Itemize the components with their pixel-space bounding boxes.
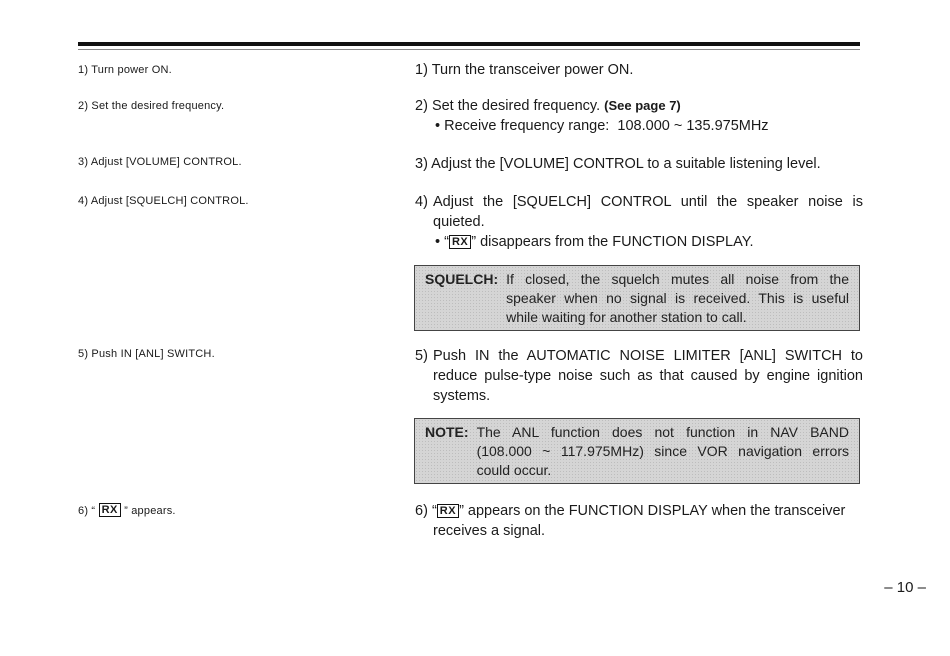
step-3	[415, 154, 863, 174]
left-step-1: 1) Turn power ON.	[78, 64, 172, 76]
anl-note-line-2: (108.000 ~ 117.975MHz) since VOR navigation errors	[476, 443, 849, 459]
step-2-number: 2)	[415, 98, 428, 114]
squelch-note-box	[414, 265, 860, 331]
squelch-note-line-3: while waiting for another station to call.	[506, 309, 747, 325]
step-2-text: Set the desired frequency.	[431, 98, 601, 114]
step-6-line-2: receives a signal.	[433, 523, 546, 539]
step-4-number: 4)	[415, 194, 428, 210]
step-6-number: 6)	[415, 503, 428, 519]
anl-note-box	[414, 418, 860, 484]
rx-indicator-icon: RX	[99, 503, 121, 517]
step-6-pre: “	[431, 503, 437, 519]
squelch-note-line-2: speaker when no signal is received. This is useful	[506, 290, 849, 306]
header-rule-thick	[78, 42, 860, 46]
step-4-line-1: Adjust the [SQUELCH] CONTROL until the speaker noise is	[433, 194, 863, 210]
anl-note-label: NOTE:	[425, 424, 469, 440]
page-number: – 10 –	[884, 579, 926, 596]
anl-note-line-3: could occur.	[476, 462, 552, 478]
step-4-bullet-post: ” disappears from the FUNCTION DISPLAY.	[471, 234, 754, 250]
left-step-6	[78, 503, 176, 517]
step-4-line-2: quieted.	[433, 214, 485, 230]
left-step-3: 3) Adjust [VOLUME] CONTROL.	[78, 156, 242, 168]
frequency-range-label: • Receive frequency range:	[435, 118, 610, 134]
step-2	[415, 96, 863, 136]
step-5-line-1: Push IN the AUTOMATIC NOISE LIMITER [ANL] SWITCH to	[433, 348, 863, 364]
step-1-number: 1)	[415, 62, 428, 78]
header-rule-thin	[78, 49, 860, 50]
rx-indicator-icon: RX	[437, 504, 459, 518]
anl-note-line-1: The ANL function does not function in NAV BAND	[476, 424, 849, 440]
step-4	[415, 192, 863, 252]
squelch-note-line-1: If closed, the squelch mutes all noise from the	[506, 271, 849, 287]
step-6-post: ” appears on the FUNCTION DISPLAY when the transceiver	[459, 503, 846, 519]
step-3-text: Adjust the [VOLUME] CONTROL to a suitable listening level.	[431, 156, 821, 172]
squelch-note-label: SQUELCH:	[425, 271, 499, 287]
step-5-line-3: systems.	[433, 388, 491, 404]
step-1	[415, 60, 863, 80]
left-step-6-pre: 6) “	[78, 505, 96, 517]
step-1-text: Turn the transceiver power ON.	[431, 62, 634, 78]
page-reference: (See page 7)	[604, 98, 681, 113]
left-step-6-post: ” appears.	[124, 505, 176, 517]
step-5-number: 5)	[415, 348, 428, 364]
left-step-2: 2) Set the desired frequency.	[78, 100, 225, 112]
frequency-range-value: 108.000 ~ 135.975MHz	[617, 118, 769, 134]
step-4-bullet-pre: • “	[435, 234, 449, 250]
step-5	[415, 346, 863, 406]
rx-indicator-icon: RX	[449, 235, 471, 249]
left-step-4: 4) Adjust [SQUELCH] CONTROL.	[78, 195, 249, 207]
step-3-number: 3)	[415, 156, 428, 172]
step-5-line-2: reduce pulse-type noise such as that caused by engine ignition	[433, 368, 863, 384]
left-step-5: 5) Push IN [ANL] SWITCH.	[78, 348, 215, 360]
step-6	[415, 501, 863, 541]
